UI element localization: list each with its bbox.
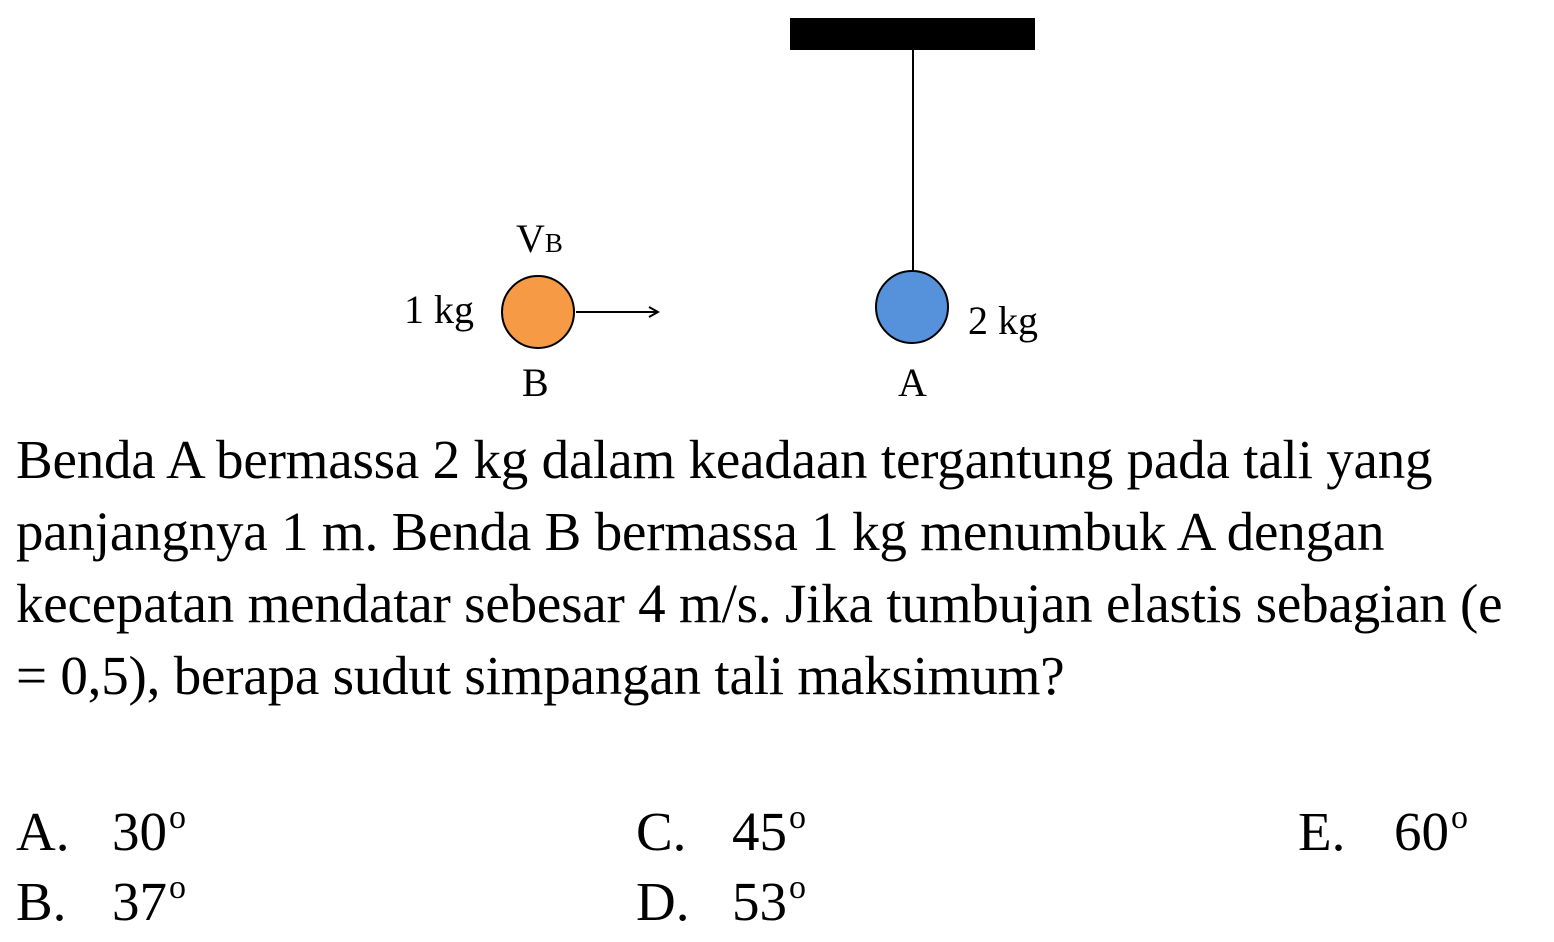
velocity-label xyxy=(516,216,563,261)
velocity-label-main: V xyxy=(516,216,545,261)
option-c-letter: C. xyxy=(636,801,687,862)
option-c[interactable] xyxy=(636,800,806,872)
option-e-letter: E. xyxy=(1298,801,1346,862)
option-d-letter: D. xyxy=(636,871,690,932)
ball-b-mass-label: 1 kg xyxy=(404,287,474,332)
option-b-value: 37 xyxy=(112,871,167,932)
option-a-value: 30 xyxy=(112,801,167,862)
question-text: Benda A bermassa 2 kg dalam keadaan tergantung pada tali yang panjangnya 1 m. Benda B bermassa 1 kg menumbuk A dengan kecepatan mendatar sebesar 4 m/s. Jika tumbujan elastis sebagian (e = 0,5), berapa sudut simpangan tali maksimum? xyxy=(16,429,1503,706)
velocity-label-subscript: B xyxy=(544,228,563,258)
ball-a-name-label: A xyxy=(898,360,927,405)
ball-b-name-label: B xyxy=(522,360,549,405)
option-b-unit: o xyxy=(169,869,186,906)
option-d[interactable] xyxy=(636,870,806,942)
physics-diagram xyxy=(0,0,1554,410)
option-c-unit: o xyxy=(789,799,806,836)
option-e[interactable] xyxy=(1298,800,1468,872)
option-a-unit: o xyxy=(169,799,186,836)
ball-a-mass-label: 2 kg xyxy=(968,298,1038,343)
option-e-value: 60 xyxy=(1394,801,1449,862)
option-b-letter: B. xyxy=(16,871,67,932)
option-b[interactable] xyxy=(16,870,186,942)
ceiling-support xyxy=(790,18,1035,50)
option-a-letter: A. xyxy=(16,801,70,862)
option-e-unit: o xyxy=(1451,799,1468,836)
option-d-unit: o xyxy=(789,869,806,906)
ball-a xyxy=(876,271,948,343)
ball-b xyxy=(502,276,574,348)
option-d-value: 53 xyxy=(732,871,787,932)
option-a[interactable] xyxy=(16,800,186,872)
option-c-value: 45 xyxy=(732,801,787,862)
